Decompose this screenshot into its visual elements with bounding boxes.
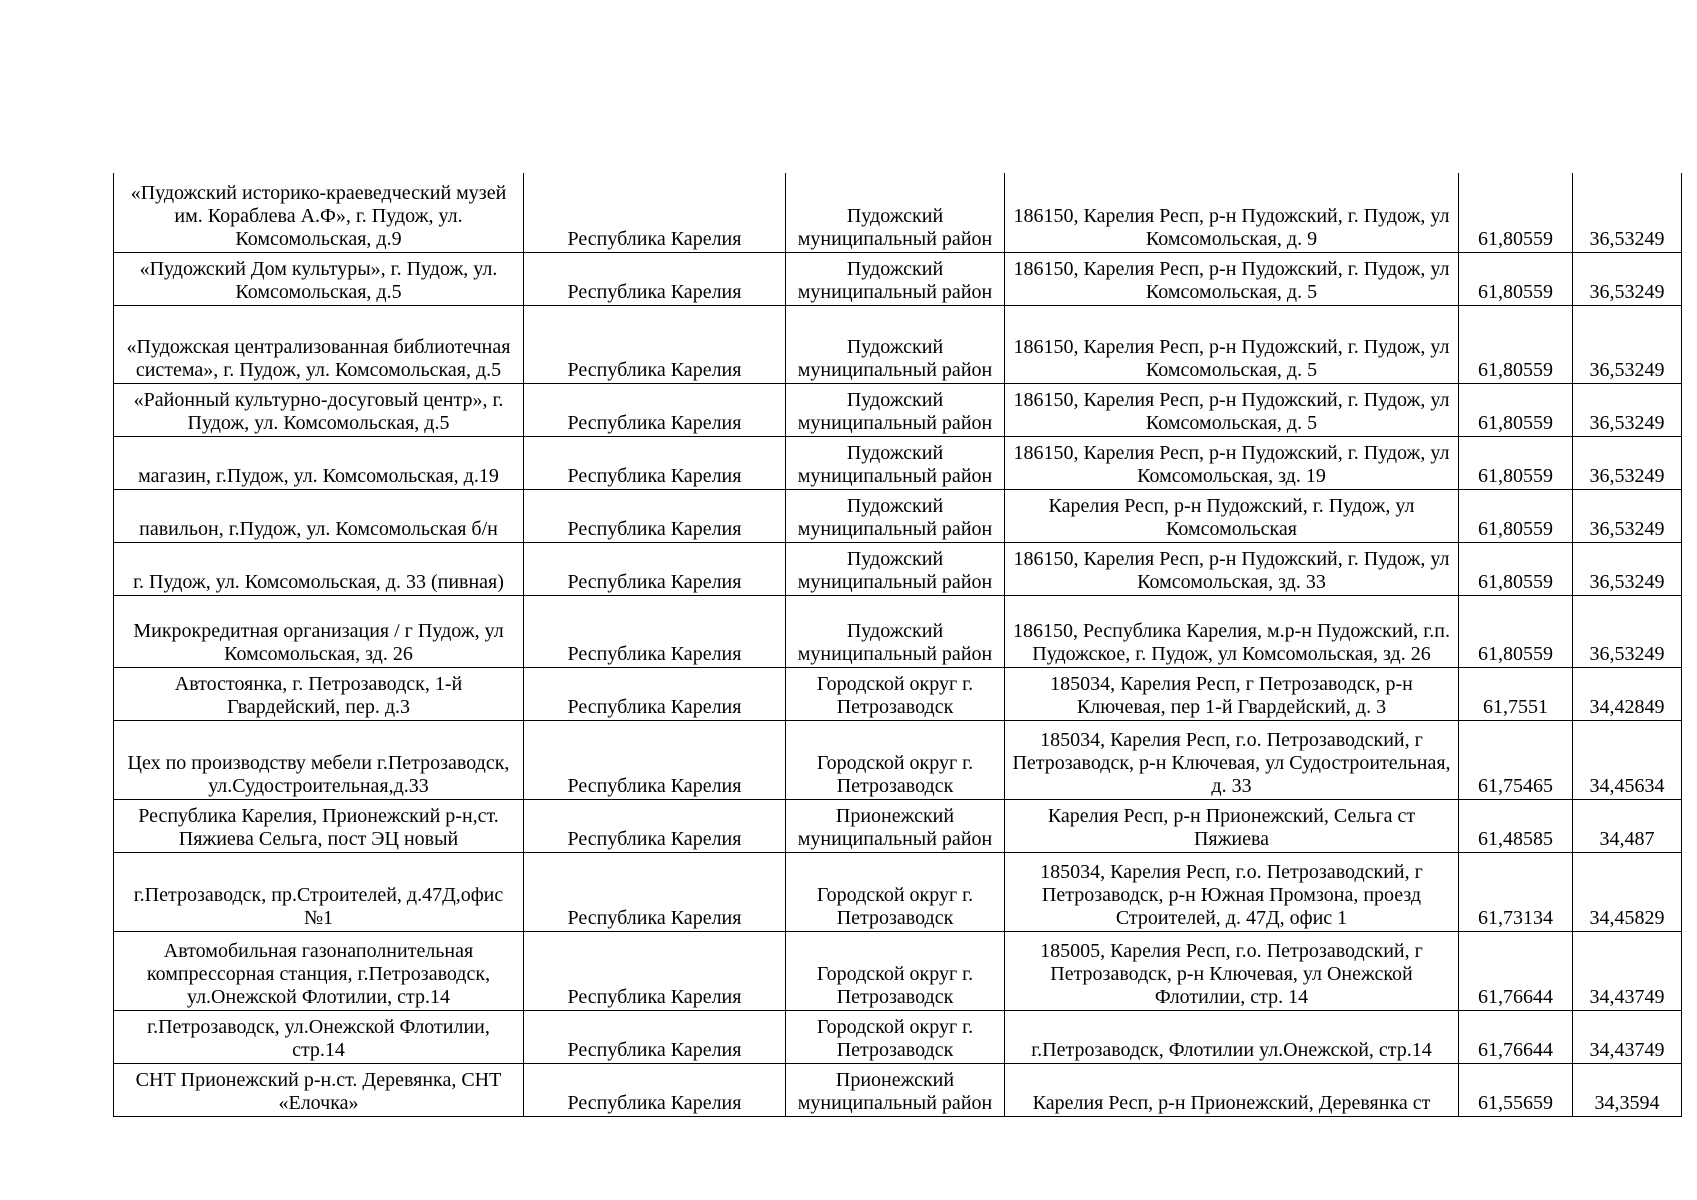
latitude-cell: 61,73134 (1459, 852, 1573, 931)
region-cell: Республика Карелия (524, 436, 786, 489)
object-name-cell: СНТ Прионежский р-н.ст. Деревянка, СНТ «Елочка» (114, 1063, 524, 1116)
district-cell: Городской округ г. Петрозаводск (786, 1010, 1005, 1063)
table-row (114, 1063, 1682, 1116)
region-cell: Республика Карелия (524, 383, 786, 436)
latitude-cell: 61,48585 (1459, 799, 1573, 852)
table-row (114, 383, 1682, 436)
address-cell: Карелия Респ, р-н Пудожский, г. Пудож, ул Комсомольская (1005, 489, 1459, 542)
address-cell: г.Петрозаводск, Флотилии ул.Онежской, стр.14 (1005, 1010, 1459, 1063)
registry-table (113, 173, 1682, 1117)
longitude-cell: 36,53249 (1573, 436, 1682, 489)
address-cell: 185034, Карелия Респ, г Петрозаводск, р-н Ключевая, пер 1-й Гвардейский, д. 3 (1005, 667, 1459, 720)
table-row (114, 489, 1682, 542)
latitude-cell: 61,80559 (1459, 542, 1573, 595)
longitude-cell: 34,43749 (1573, 1010, 1682, 1063)
region-cell: Республика Карелия (524, 799, 786, 852)
latitude-cell: 61,55659 (1459, 1063, 1573, 1116)
table-row (114, 252, 1682, 305)
district-cell: Прионежский муниципальный район (786, 799, 1005, 852)
address-cell: 186150, Карелия Респ, р-н Пудожский, г. Пудож, ул Комсомольская, д. 5 (1005, 305, 1459, 383)
table-row (114, 1010, 1682, 1063)
region-cell: Республика Карелия (524, 595, 786, 667)
region-cell: Республика Карелия (524, 542, 786, 595)
address-cell: Карелия Респ, р-н Прионежский, Сельга ст Пяжиева (1005, 799, 1459, 852)
registry-table-body (114, 173, 1682, 1116)
object-name-cell: Микрокредитная организация / г Пудож, ул Комсомольская, зд. 26 (114, 595, 524, 667)
longitude-cell: 34,43749 (1573, 931, 1682, 1010)
region-cell: Республика Карелия (524, 489, 786, 542)
longitude-cell: 36,53249 (1573, 305, 1682, 383)
address-cell: 185005, Карелия Респ, г.о. Петрозаводский, г Петрозаводск, р-н Ключевая, ул Онежской Флотилии, стр. 14 (1005, 931, 1459, 1010)
object-name-cell: «Пудожский Дом культуры», г. Пудож, ул. Комсомольская, д.5 (114, 252, 524, 305)
district-cell: Пудожский муниципальный район (786, 173, 1005, 252)
table-row (114, 720, 1682, 799)
table-row (114, 595, 1682, 667)
district-cell: Городской округ г. Петрозаводск (786, 720, 1005, 799)
object-name-cell: г.Петрозаводск, ул.Онежской Флотилии, стр.14 (114, 1010, 524, 1063)
object-name-cell: павильон, г.Пудож, ул. Комсомольская б/н (114, 489, 524, 542)
longitude-cell: 34,3594 (1573, 1063, 1682, 1116)
table-row (114, 542, 1682, 595)
region-cell: Республика Карелия (524, 252, 786, 305)
region-cell: Республика Карелия (524, 667, 786, 720)
object-name-cell: Республика Карелия, Прионежский р-н,ст. Пяжиева Сельга, пост ЭЦ новый (114, 799, 524, 852)
region-cell: Республика Карелия (524, 1010, 786, 1063)
latitude-cell: 61,76644 (1459, 1010, 1573, 1063)
district-cell: Пудожский муниципальный район (786, 542, 1005, 595)
longitude-cell: 36,53249 (1573, 595, 1682, 667)
latitude-cell: 61,80559 (1459, 252, 1573, 305)
region-cell: Республика Карелия (524, 931, 786, 1010)
object-name-cell: «Районный культурно-досуговый центр», г. Пудож, ул. Комсомольская, д.5 (114, 383, 524, 436)
object-name-cell: Цех по производству мебели г.Петрозаводск, ул.Судостроительная,д.33 (114, 720, 524, 799)
table-row (114, 799, 1682, 852)
district-cell: Городской округ г. Петрозаводск (786, 931, 1005, 1010)
object-name-cell: «Пудожский историко-краеведческий музей им. Кораблева А.Ф», г. Пудож, ул. Комсомольская, д.9 (114, 173, 524, 252)
latitude-cell: 61,76644 (1459, 931, 1573, 1010)
table-row (114, 173, 1682, 252)
object-name-cell: магазин, г.Пудож, ул. Комсомольская, д.19 (114, 436, 524, 489)
latitude-cell: 61,80559 (1459, 383, 1573, 436)
district-cell: Пудожский муниципальный район (786, 383, 1005, 436)
longitude-cell: 36,53249 (1573, 252, 1682, 305)
district-cell: Пудожский муниципальный район (786, 595, 1005, 667)
region-cell: Республика Карелия (524, 1063, 786, 1116)
latitude-cell: 61,75465 (1459, 720, 1573, 799)
object-name-cell: г. Пудож, ул. Комсомольская, д. 33 (пивная) (114, 542, 524, 595)
district-cell: Пудожский муниципальный район (786, 489, 1005, 542)
object-name-cell: «Пудожская централизованная библиотечная система», г. Пудож, ул. Комсомольская, д.5 (114, 305, 524, 383)
address-cell: 185034, Карелия Респ, г.о. Петрозаводский, г Петрозаводск, р-н Южная Промзона, проезд Строителей, д. 47Д, офис 1 (1005, 852, 1459, 931)
address-cell: Карелия Респ, р-н Прионежский, Деревянка ст (1005, 1063, 1459, 1116)
region-cell: Республика Карелия (524, 305, 786, 383)
address-cell: 185034, Карелия Респ, г.о. Петрозаводский, г Петрозаводск, р-н Ключевая, ул Судостроительная, д. 33 (1005, 720, 1459, 799)
address-cell: 186150, Карелия Респ, р-н Пудожский, г. Пудож, ул Комсомольская, зд. 19 (1005, 436, 1459, 489)
latitude-cell: 61,80559 (1459, 173, 1573, 252)
district-cell: Пудожский муниципальный район (786, 305, 1005, 383)
address-cell: 186150, Карелия Респ, р-н Пудожский, г. Пудож, ул Комсомольская, д. 5 (1005, 252, 1459, 305)
longitude-cell: 34,45634 (1573, 720, 1682, 799)
longitude-cell: 34,42849 (1573, 667, 1682, 720)
longitude-cell: 34,45829 (1573, 852, 1682, 931)
region-cell: Республика Карелия (524, 852, 786, 931)
region-cell: Республика Карелия (524, 720, 786, 799)
table-row (114, 436, 1682, 489)
latitude-cell: 61,80559 (1459, 595, 1573, 667)
address-cell: 186150, Карелия Респ, р-н Пудожский, г. Пудож, ул Комсомольская, д. 9 (1005, 173, 1459, 252)
table-row (114, 852, 1682, 931)
table-row (114, 305, 1682, 383)
longitude-cell: 36,53249 (1573, 542, 1682, 595)
table-row (114, 931, 1682, 1010)
district-cell: Пудожский муниципальный район (786, 436, 1005, 489)
object-name-cell: Автомобильная газонаполнительная компрессорная станция, г.Петрозаводск, ул.Онежской Флотилии, стр.14 (114, 931, 524, 1010)
latitude-cell: 61,80559 (1459, 436, 1573, 489)
table-row (114, 667, 1682, 720)
address-cell: 186150, Карелия Респ, р-н Пудожский, г. Пудож, ул Комсомольская, зд. 33 (1005, 542, 1459, 595)
latitude-cell: 61,80559 (1459, 305, 1573, 383)
latitude-cell: 61,80559 (1459, 489, 1573, 542)
longitude-cell: 34,487 (1573, 799, 1682, 852)
longitude-cell: 36,53249 (1573, 489, 1682, 542)
district-cell: Городской округ г. Петрозаводск (786, 852, 1005, 931)
latitude-cell: 61,7551 (1459, 667, 1573, 720)
address-cell: 186150, Карелия Респ, р-н Пудожский, г. Пудож, ул Комсомольская, д. 5 (1005, 383, 1459, 436)
address-cell: 186150, Республика Карелия, м.р-н Пудожский, г.п. Пудожское, г. Пудож, ул Комсомольская, зд. 26 (1005, 595, 1459, 667)
object-name-cell: Автостоянка, г. Петрозаводск, 1-й Гвардейский, пер. д.3 (114, 667, 524, 720)
district-cell: Прионежский муниципальный район (786, 1063, 1005, 1116)
region-cell: Республика Карелия (524, 173, 786, 252)
object-name-cell: г.Петрозаводск, пр.Строителей, д.47Д,офис №1 (114, 852, 524, 931)
district-cell: Городской округ г. Петрозаводск (786, 667, 1005, 720)
district-cell: Пудожский муниципальный район (786, 252, 1005, 305)
longitude-cell: 36,53249 (1573, 173, 1682, 252)
longitude-cell: 36,53249 (1573, 383, 1682, 436)
